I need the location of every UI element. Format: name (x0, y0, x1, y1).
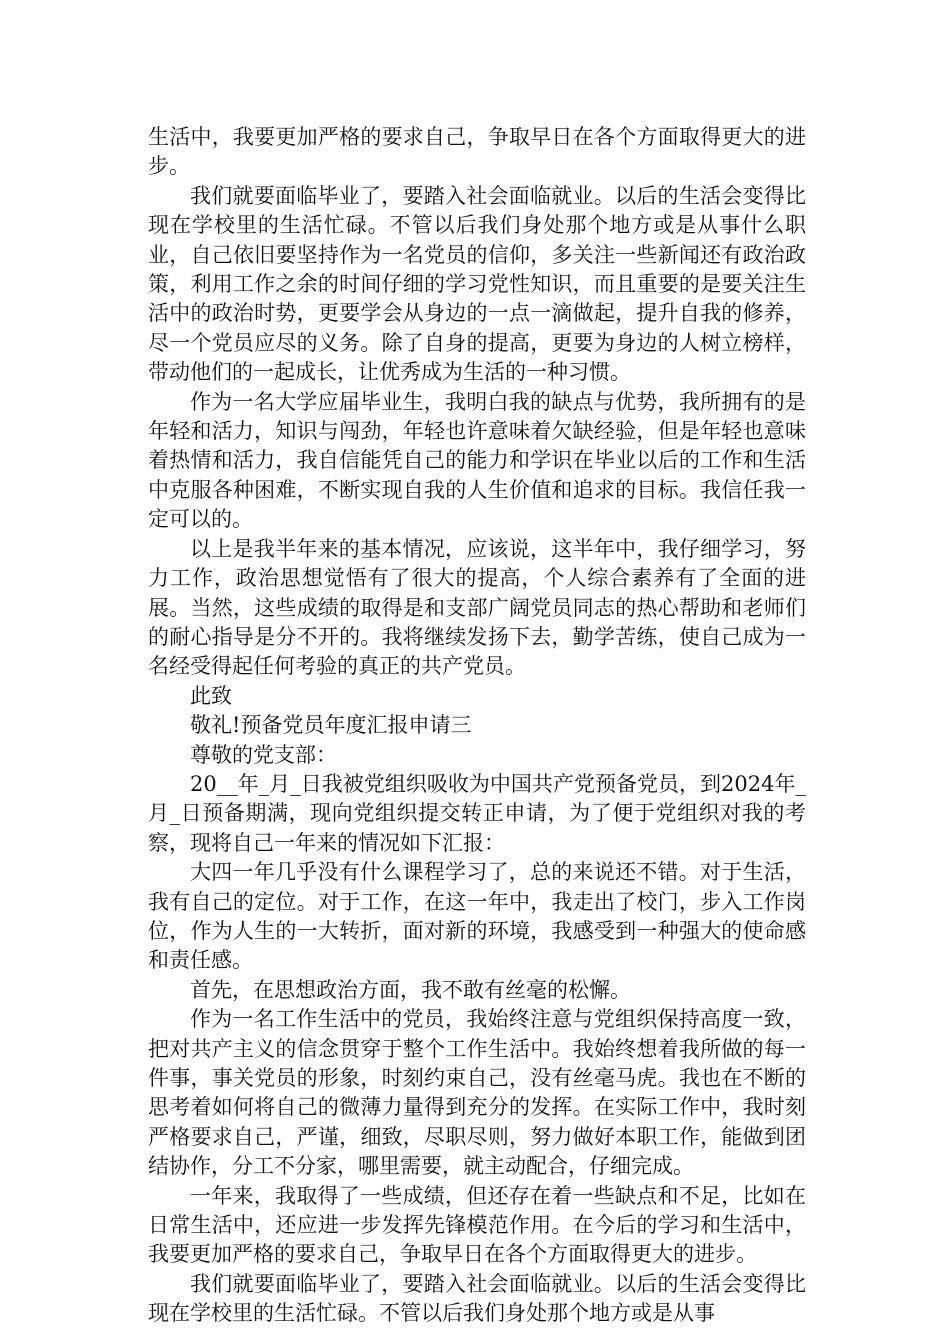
greeting-line: 尊敬的党支部： (190, 742, 337, 767)
document-body (148, 123, 806, 1329)
paragraph: 以上是我半年来的基本情况，应该说，这半年中，我仔细学习，努力工作，政治思想觉悟有了很大的提高，个人综合素养有了全面的进展。当然，这些成绩的取得是和支部广阔党员同志的热心帮助和老师们的耐心指导是分不开的。我将继续发扬下去，勤学苦练，使自己成为一名经受得起任何考验的真正的共产党员。 (148, 536, 806, 679)
paragraph: 20__年_月_日我被党组织吸收为中国共产党预备党员，到2024年_月_日预备期满，现向党组织提交转正申请，为了便于党组织对我的考察，现将自己一年来的情况如下汇报： (148, 771, 806, 855)
paragraph: 作为一名大学应届毕业生，我明白我的缺点与优势，我所拥有的是年轻和活力，知识与闯劲，年轻也许意味着欠缺经验，但是年轻也意味着热情和活力，我自信能凭自己的能力和学识在毕业以后的工作和生活中克服各种困难，不断实现自我的人生价值和追求的目标。我信任我一定可以的。 (148, 389, 806, 532)
closing-salutation: 此致 (190, 683, 232, 708)
paragraph: 首先，在思想政治方面，我不敢有丝毫的松懈。 (190, 977, 631, 1002)
closing-regards-heading: 敬礼!预备党员年度汇报申请三 (190, 713, 472, 738)
paragraph: 我们就要面临毕业了，要踏入社会面临就业。以后的生活会变得比现在学校里的生活忙碌。不管以后我们身处那个地方或是从事什么职业，自己依旧要坚持作为一名党员的信仰，多关注一些新闻还有政治政策，利用工作之余的时间仔细的学习党性知识，而且重要的是要关注生活中的政治时势，更要学会从身边的一点一滴做起，提升自我的修养，尽一个党员应尽的义务。除了自身的提高，更要为身边的人树立榜样，带动他们的一起成长，让优秀成为生活的一种习惯。 (148, 183, 806, 385)
paragraph: 作为一名工作生活中的党员，我始终注意与党组织保持高度一致，把对共产主义的信念贯穿于整个工作生活中。我始终想着我所做的每一件事，事关党员的形象，时刻约束自己，没有丝毫马虎。我也在不断的思考着如何将自己的微薄力量得到充分的发挥。在实际工作中，我时刻严格要求自己，严谨，细致，尽职尽则，努力做好本职工作，能做到团结协作，分工不分家，哪里需要，就主动配合，仔细完成。 (148, 1007, 806, 1179)
paragraph: 我们就要面临毕业了，要踏入社会面临就业。以后的生活会变得比现在学校里的生活忙碌。不管以后我们身处那个地方或是从事 (148, 1271, 806, 1326)
paragraph: 大四一年几乎没有什么课程学习了，总的来说还不错。对于生活，我有自己的定位。对于工作，在这一年中，我走出了校门，步入工作岗位，作为人生的一大转折，面对新的环境，我感受到一种强大的使命感和责任感。 (148, 860, 806, 973)
paragraph: 生活中，我要更加严格的要求自己，争取早日在各个方面取得更大的进步。 (148, 125, 806, 179)
paragraph: 一年来，我取得了一些成绩，但还存在着一些缺点和不足，比如在日常生活中，还应进一步发挥先锋模范作用。在今后的学习和生活中，我要更加严格的要求自己，争取早日在各个方面取得更大的进步。 (148, 1183, 806, 1267)
